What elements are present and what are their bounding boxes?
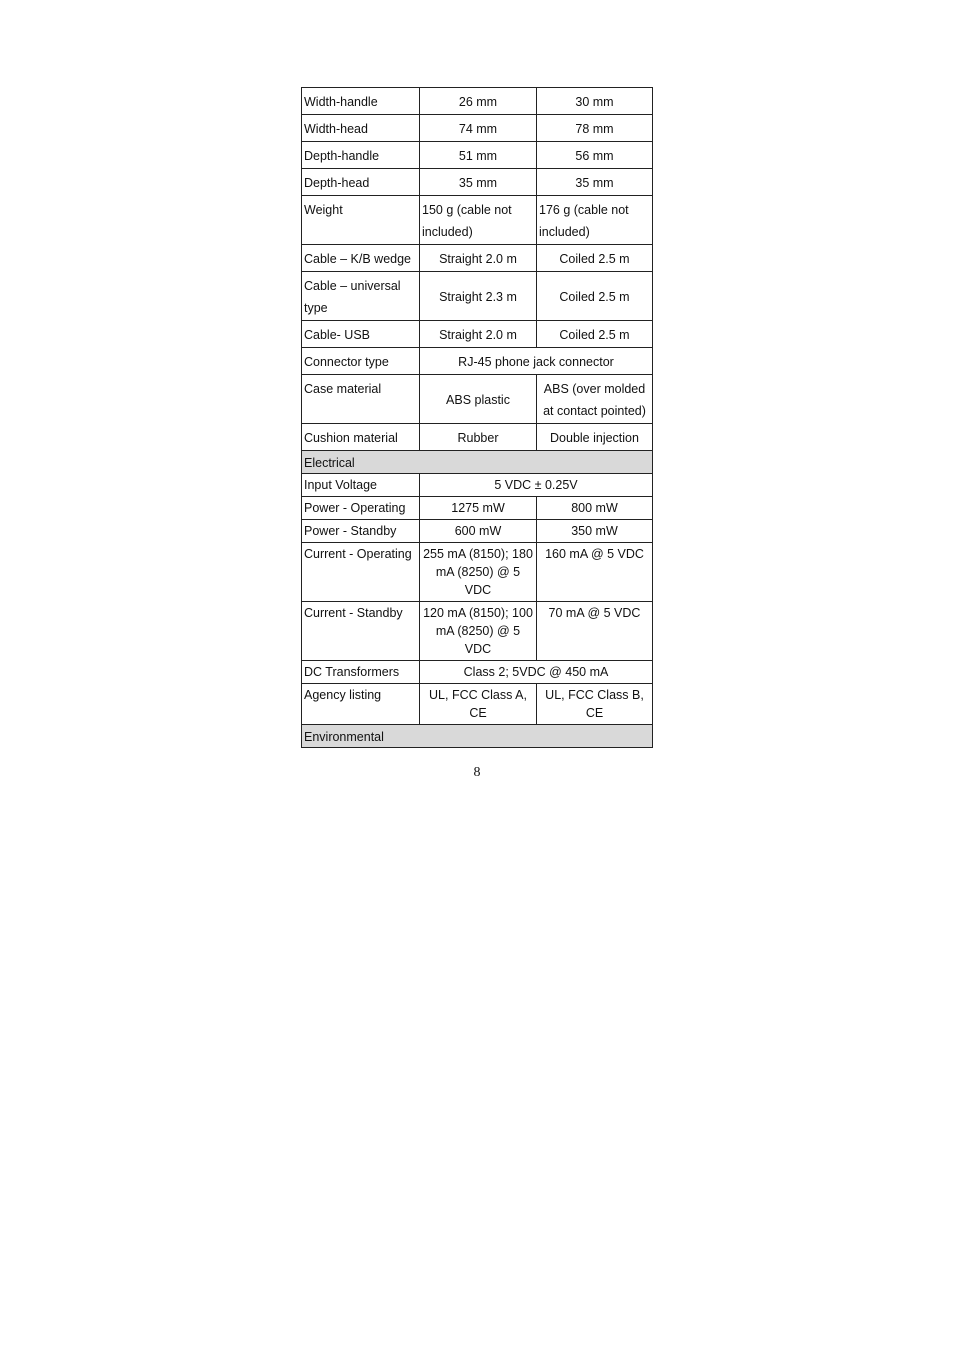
cell-value: UL, FCC Class B, CE: [537, 684, 653, 725]
cell-value: 74 mm: [420, 115, 537, 142]
row-label: Cable- USB: [302, 321, 420, 348]
row-label: Width-head: [302, 115, 420, 142]
row-label: Current - Operating: [302, 543, 420, 602]
row-label: Current - Standby: [302, 602, 420, 661]
row-label: Weight: [302, 196, 420, 245]
row-label: Power - Operating: [302, 497, 420, 520]
cell-value: 255 mA (8150); 180 mA (8250) @ 5 VDC: [420, 543, 537, 602]
cell-value: 1275 mW: [420, 497, 537, 520]
cell-value: 70 mA @ 5 VDC: [537, 602, 653, 661]
table-row: [302, 88, 653, 115]
row-label: Depth-head: [302, 169, 420, 196]
row-label: Input Voltage: [302, 474, 420, 497]
table-row: [302, 424, 653, 451]
table-row: [302, 169, 653, 196]
cell-value: Coiled 2.5 m: [537, 245, 653, 272]
cell-value: 35 mm: [537, 169, 653, 196]
cell-value: Straight 2.0 m: [420, 245, 537, 272]
cell-value: 176 g (cable not included): [537, 196, 653, 245]
cell-value: 51 mm: [420, 142, 537, 169]
row-label: Case material: [302, 375, 420, 424]
row-label: Connector type: [302, 348, 420, 375]
cell-value: Class 2; 5VDC @ 450 mA: [420, 661, 653, 684]
cell-value: ABS (over molded at contact pointed): [537, 375, 653, 424]
cell-value: 800 mW: [537, 497, 653, 520]
table-row: [302, 602, 653, 661]
cell-value: Straight 2.3 m: [420, 272, 537, 321]
row-label: Cushion material: [302, 424, 420, 451]
cell-value: RJ-45 phone jack connector: [420, 348, 653, 375]
cell-value: Rubber: [420, 424, 537, 451]
table-row: [302, 142, 653, 169]
row-label: Depth-handle: [302, 142, 420, 169]
section-header-electrical: [302, 451, 653, 474]
table-row: [302, 684, 653, 725]
table-row: [302, 497, 653, 520]
row-label: DC Transformers: [302, 661, 420, 684]
cell-value: Straight 2.0 m: [420, 321, 537, 348]
cell-value: 78 mm: [537, 115, 653, 142]
row-label: Cable – K/B wedge: [302, 245, 420, 272]
table-row: [302, 375, 653, 424]
row-label: Power - Standby: [302, 520, 420, 543]
cell-value: Coiled 2.5 m: [537, 321, 653, 348]
cell-value: 350 mW: [537, 520, 653, 543]
table-row: [302, 321, 653, 348]
table-row: [302, 115, 653, 142]
page-number: 8: [473, 765, 481, 780]
table-row: [302, 245, 653, 272]
table-row: [302, 348, 653, 375]
cell-value: ABS plastic: [420, 375, 537, 424]
table-row: [302, 543, 653, 602]
table-row: [302, 661, 653, 684]
table-row: [302, 520, 653, 543]
row-label: Width-handle: [302, 88, 420, 115]
row-label: Cable – universal type: [302, 272, 420, 321]
cell-value: Coiled 2.5 m: [537, 272, 653, 321]
cell-value: 150 g (cable not included): [420, 196, 537, 245]
section-header-environmental: [302, 725, 653, 748]
table-row: [302, 474, 653, 497]
cell-value: 160 mA @ 5 VDC: [537, 543, 653, 602]
table-row: [302, 196, 653, 245]
cell-value: UL, FCC Class A, CE: [420, 684, 537, 725]
table-row: [302, 272, 653, 321]
cell-value: Double injection: [537, 424, 653, 451]
cell-value: 35 mm: [420, 169, 537, 196]
spec-table: [301, 87, 653, 748]
cell-value: 120 mA (8150); 100 mA (8250) @ 5 VDC: [420, 602, 537, 661]
cell-value: 30 mm: [537, 88, 653, 115]
cell-value: 600 mW: [420, 520, 537, 543]
section-title: Environmental: [302, 725, 653, 748]
cell-value: 5 VDC ± 0.25V: [420, 474, 653, 497]
row-label: Agency listing: [302, 684, 420, 725]
section-title: Electrical: [302, 451, 653, 474]
cell-value: 26 mm: [420, 88, 537, 115]
cell-value: 56 mm: [537, 142, 653, 169]
